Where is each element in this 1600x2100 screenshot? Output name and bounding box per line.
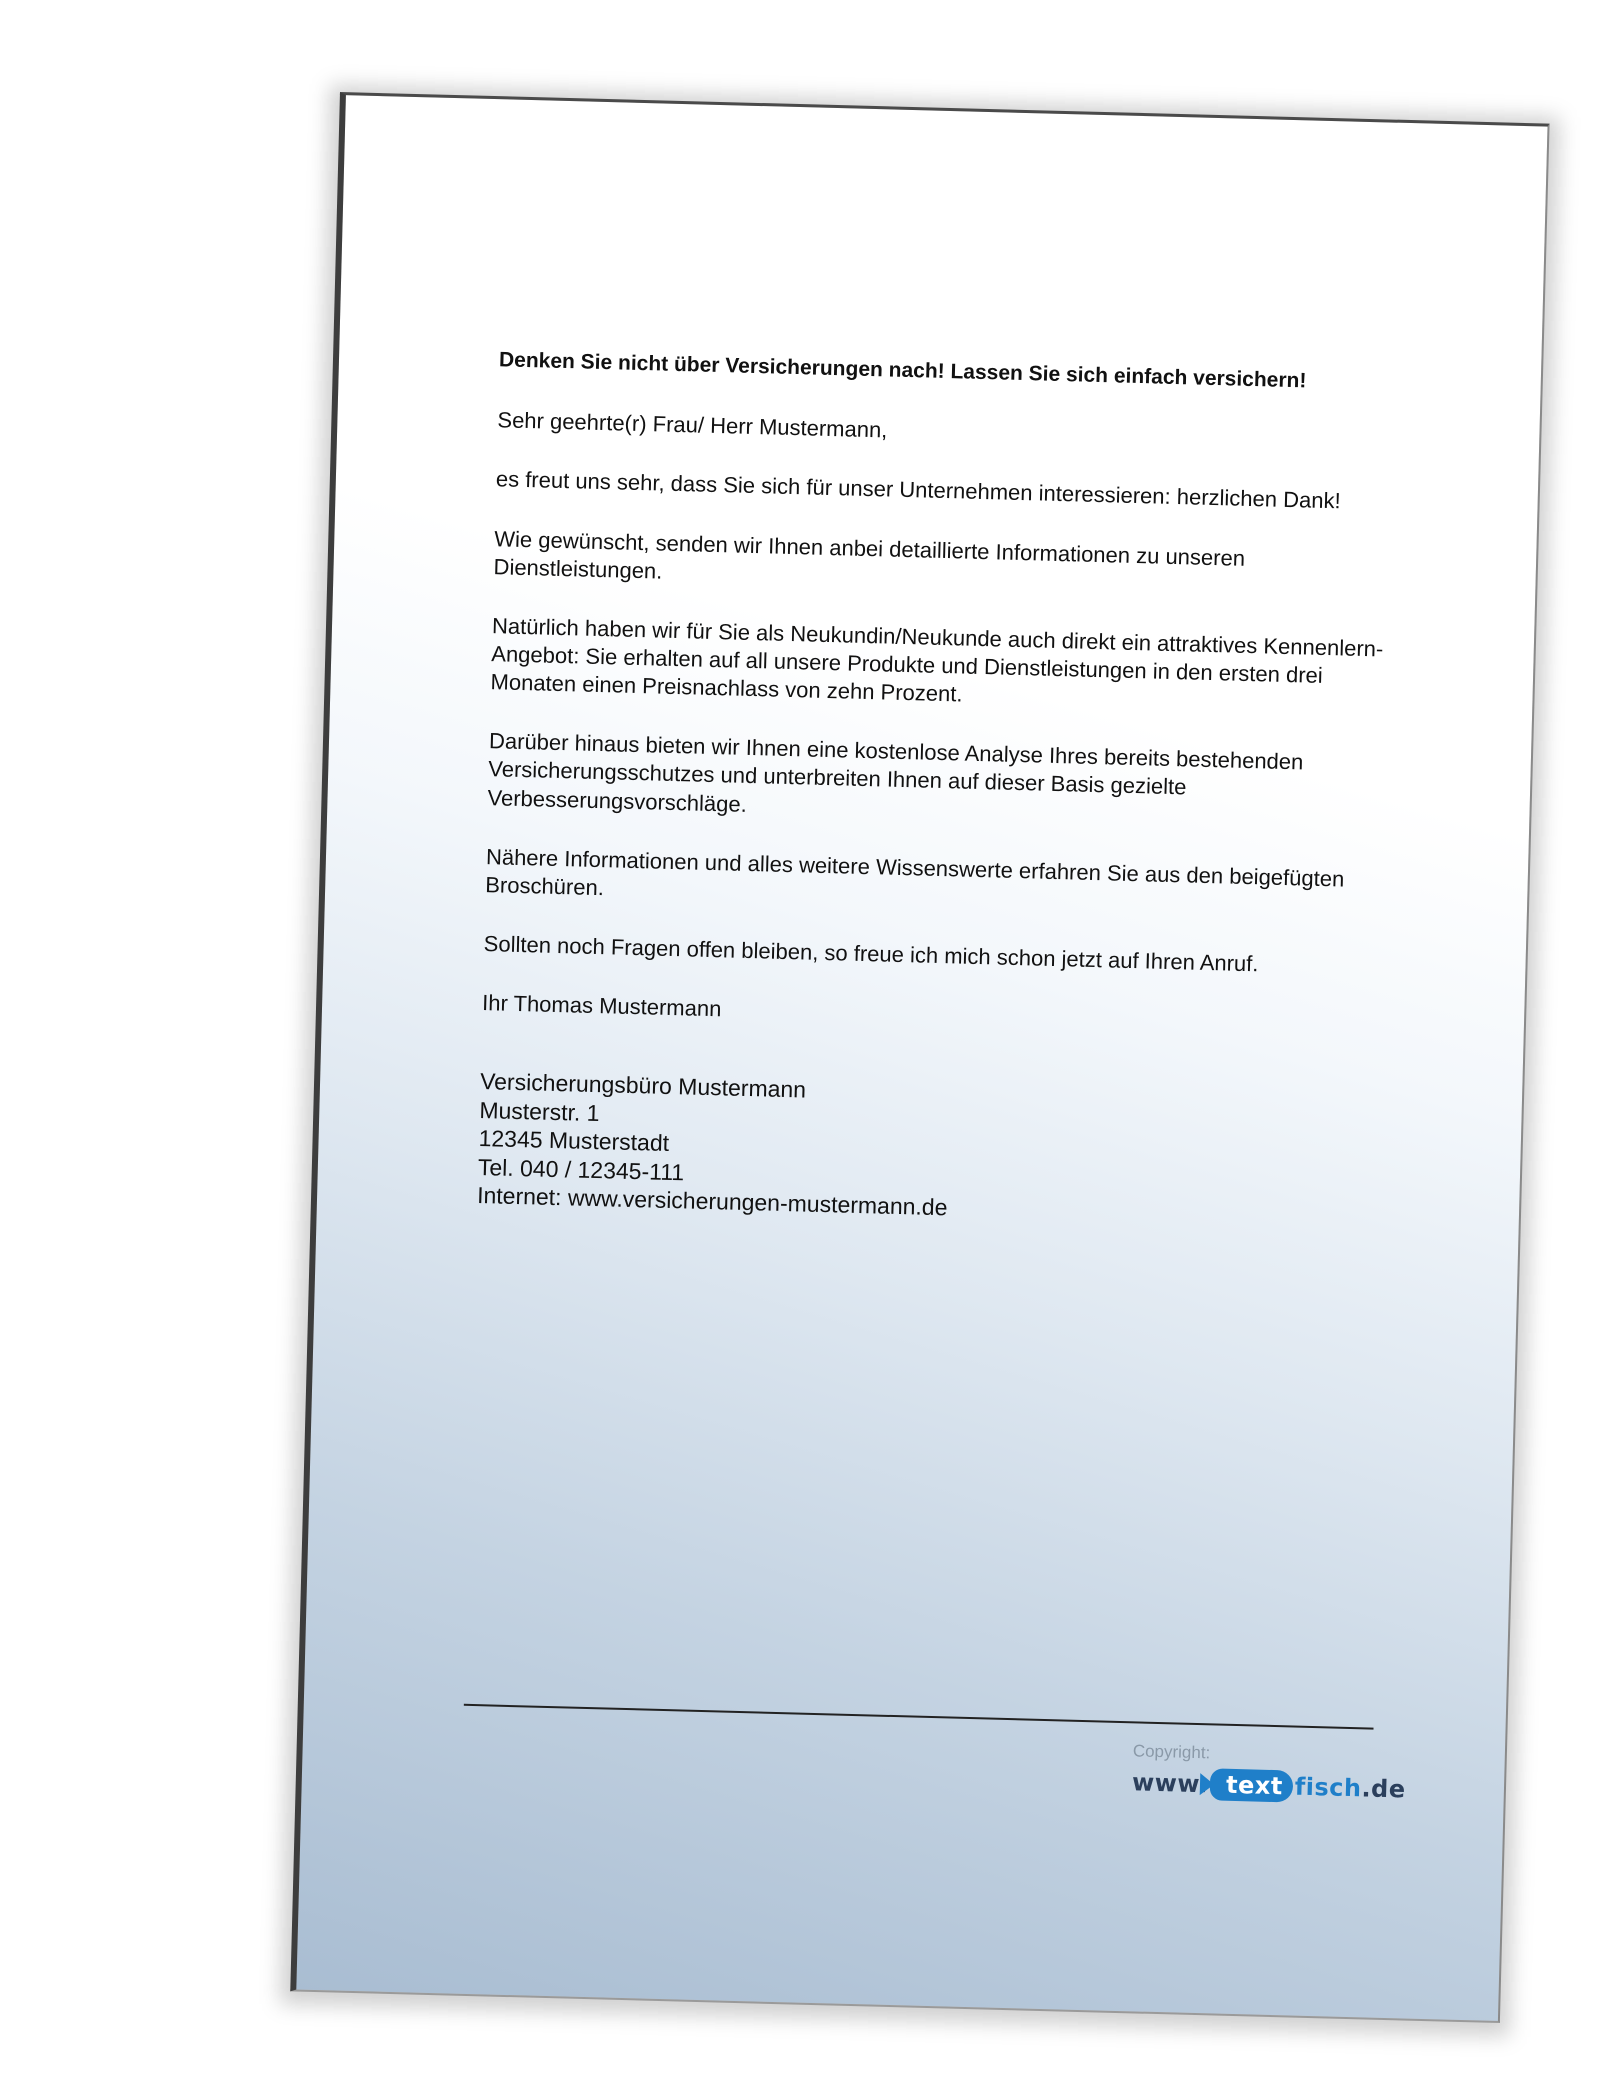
- copyright-label: Copyright:: [1132, 1741, 1211, 1763]
- textfisch-logo: [1132, 1766, 1406, 1805]
- footer-divider: [464, 1704, 1374, 1730]
- fish-icon: [1210, 1768, 1294, 1802]
- sender-city: 12345 Musterstadt: [478, 1125, 670, 1157]
- logo-middle: fisch: [1294, 1772, 1362, 1803]
- letter-paragraph: Nähere Informationen und alles weitere Wissenswerte erfahren Sie aus den beigefügten Broschüren.: [484, 843, 1345, 901]
- sender-internet: Internet: www.versicherungen-mustermann.de: [476, 1182, 948, 1221]
- sender-address-block: [477, 1067, 1400, 1234]
- sender-company: Versicherungsbüro Mustermann: [479, 1068, 807, 1103]
- sender-street: Musterstr. 1: [479, 1096, 600, 1127]
- letter-paragraph: Darüber hinaus bieten wir Ihnen eine kostenlose Analyse Ihres bereits bestehenden Versicherungsschutzes und unterbreiten Ihnen auf dieser Basis gezielte Verbesserungsvorschläge.: [487, 728, 1304, 817]
- document-page: [290, 92, 1549, 2023]
- letter-body: [477, 347, 1419, 1234]
- logo-suffix: .de: [1361, 1774, 1406, 1804]
- letter-signature: Ihr Thomas Mustermann: [481, 990, 722, 1022]
- letter-salutation: Sehr geehrte(r) Frau/ Herr Mustermann,: [497, 407, 888, 443]
- letter-paragraph: es freut uns sehr, dass Sie sich für unser Unternehmen interessieren: herzlichen Dank!: [495, 466, 1341, 514]
- letter-paragraph: Wie gewünscht, senden wir Ihnen anbei detaillierte Informationen zu unseren Dienstleistungen.: [493, 525, 1246, 584]
- letter-subject: Denken Sie nicht über Versicherungen nach! Lassen Sie sich einfach versichern!: [498, 348, 1307, 393]
- document-page-wrapper: [290, 92, 1549, 2023]
- letter-paragraph: Natürlich haben wir für Sie als Neukundin/Neukunde auch direkt ein attraktives Kennenlern-Angebot: Sie erhalten auf all unsere Produkte und Dienstleistungen in den ersten drei Monaten einen Preisnachlass von zehn Prozent.: [490, 612, 1384, 707]
- logo-prefix: www.: [1131, 1768, 1209, 1799]
- letter-paragraph: Sollten noch Fragen offen bleiben, so freue ich mich schon jetzt auf Ihren Anruf.: [483, 931, 1259, 977]
- logo-fish-text: text: [1225, 1770, 1284, 1801]
- sender-phone: Tel. 040 / 12345-111: [477, 1153, 685, 1186]
